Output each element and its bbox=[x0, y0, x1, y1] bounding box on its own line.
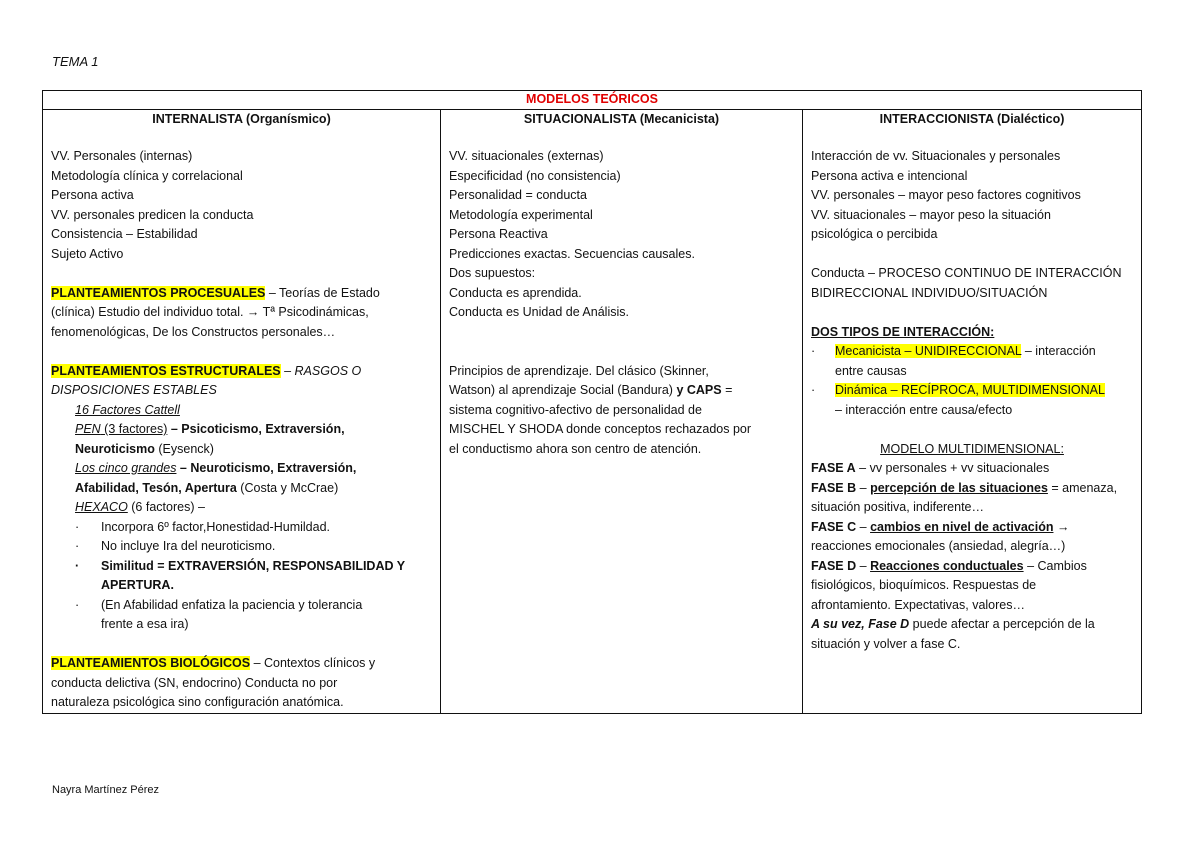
text-span: – bbox=[856, 519, 871, 534]
text-line: BIDIRECCIONAL INDIVIDUO/SITUACIÓN bbox=[811, 285, 1048, 300]
text-span: (6 factores) – bbox=[127, 500, 205, 514]
text-line: Dos supuestos: bbox=[449, 266, 536, 280]
internalista-cell bbox=[43, 128, 441, 713]
text-span: Dinámica – RECÍPROCA, MULTIDIMENSIONAL bbox=[835, 383, 1105, 397]
text-line: Conducta – PROCESO CONTINUO DE INTERACCIÓN bbox=[811, 266, 1122, 280]
text-span: puede afectar a percepción de la bbox=[909, 617, 1095, 631]
text-line: naturaleza psicológica sino configuración anatómica. bbox=[51, 695, 344, 709]
text-line: Metodología experimental bbox=[449, 207, 593, 222]
a-su-vez-line bbox=[811, 615, 1133, 635]
bullet-icon: · bbox=[75, 558, 80, 573]
list-item bbox=[51, 557, 432, 577]
situacionalista-cell bbox=[441, 128, 803, 713]
bullet-icon: · bbox=[75, 539, 80, 553]
text-span: FASE A bbox=[811, 461, 856, 475]
list-item-continuation: entre causas bbox=[835, 363, 907, 378]
text-span: Incorpora 6º factor,Honestidad-Humildad. bbox=[101, 519, 330, 534]
cinco-grandes-line bbox=[51, 459, 432, 479]
text-span: Reacciones conductuales bbox=[870, 558, 1024, 573]
text-line: Conducta es aprendida. bbox=[449, 285, 582, 300]
fase-b-line bbox=[811, 479, 1133, 499]
text-line: reacciones emocionales (ansiedad, alegría…) bbox=[811, 539, 1066, 553]
list-item bbox=[51, 596, 432, 616]
text-line: VV. situacionales – mayor peso la situación bbox=[811, 207, 1051, 222]
bullet-icon: · bbox=[811, 344, 816, 358]
text-span: Afabilidad, Tesón, Apertura bbox=[75, 480, 237, 495]
hexaco-line bbox=[51, 498, 432, 518]
cinco-grandes-line-2 bbox=[51, 479, 432, 499]
text-span: Watson) al aprendizaje Social (Bandura) bbox=[449, 383, 677, 397]
list-item bbox=[811, 381, 1133, 401]
fase-a-line bbox=[811, 459, 1133, 479]
multidimensional-title: MODELO MULTIDIMENSIONAL: bbox=[880, 441, 1064, 456]
text-line: el conductismo ahora son centro de atención. bbox=[449, 441, 702, 456]
bullet-icon: · bbox=[811, 383, 816, 397]
text-span: percepción de las situaciones bbox=[870, 480, 1048, 495]
list-item-continuation: – interacción entre causa/efecto bbox=[835, 402, 1013, 417]
text-line: VV. personales – mayor peso factores cognitivos bbox=[811, 188, 1081, 202]
list-item bbox=[51, 537, 432, 557]
text-line: DISPOSICIONES ESTABLES bbox=[51, 383, 217, 397]
text-line: Interacción de vv. Situacionales y personales bbox=[811, 149, 1061, 163]
text-span: Neuroticismo bbox=[75, 441, 155, 456]
text-span: (En Afabilidad enfatiza la paciencia y tolerancia bbox=[101, 597, 363, 612]
text-span: A su vez, Fase D bbox=[811, 617, 910, 631]
text-span: Similitud bbox=[101, 558, 154, 573]
text-line: MISCHEL Y SHODA donde conceptos rechazados por bbox=[449, 422, 752, 436]
text-span: (3 factores) bbox=[100, 422, 168, 436]
text-span: – interacción bbox=[1021, 344, 1096, 358]
table-title: MODELOS TEÓRICOS bbox=[43, 91, 1142, 110]
text-line: sistema cognitivo-afectivo de personalidad de bbox=[449, 402, 702, 417]
text-span: PEN bbox=[75, 422, 101, 436]
document-header: TEMA 1 bbox=[52, 54, 99, 69]
list-item bbox=[811, 342, 1133, 362]
interaccionista-cell bbox=[803, 128, 1142, 713]
text-line: Predicciones exactas. Secuencias causales. bbox=[449, 246, 695, 261]
text-line: Conducta es Unidad de Análisis. bbox=[449, 305, 629, 319]
text-span: – Neuroticismo, Extraversión, bbox=[176, 461, 357, 475]
text-span: – vv personales + vv situacionales bbox=[855, 461, 1050, 475]
text-line: Principios de aprendizaje. Del clásico (Skinner, bbox=[449, 363, 709, 378]
text-line: situación positiva, indiferente… bbox=[811, 500, 985, 514]
text-span: (Eysenck) bbox=[154, 441, 214, 456]
text-line: situación y volver a fase C. bbox=[811, 636, 961, 651]
text-line: Persona Reactiva bbox=[449, 227, 548, 241]
column-header-situacionalista: SITUACIONALISTA (Mecanicista) bbox=[441, 110, 803, 129]
text-line: VV. Personales (internas) bbox=[51, 149, 193, 163]
estructurales-title: PLANTEAMIENTOS ESTRUCTURALES bbox=[51, 363, 281, 378]
models-table bbox=[42, 90, 1142, 714]
pen-line bbox=[51, 420, 432, 440]
list-item bbox=[51, 518, 432, 538]
text-line: Personalidad = conducta bbox=[449, 188, 587, 202]
text-span: – Psicoticismo, Extraversión, bbox=[167, 422, 345, 436]
text-span: FASE B bbox=[811, 480, 857, 495]
bullet-icon: · bbox=[75, 519, 80, 534]
text-line: Metodología clínica y correlacional bbox=[51, 168, 243, 183]
text-line: fisiológicos, bioquímicos. Respuestas de bbox=[811, 578, 1037, 592]
text-span: – Cambios bbox=[1023, 558, 1087, 573]
fase-d-line bbox=[811, 557, 1133, 577]
text-line: Consistencia – Estabilidad bbox=[51, 227, 198, 241]
arrow-right-icon: → bbox=[1053, 519, 1070, 534]
text-span: – Contextos clínicos y bbox=[250, 656, 376, 670]
text-span: Mecanicista – UNIDIRECCIONAL bbox=[835, 344, 1022, 358]
text-line: VV. personales predicen la conducta bbox=[51, 207, 254, 222]
text-line: afrontamiento. Expectativas, valores… bbox=[811, 597, 1025, 612]
text-span: y CAPS bbox=[676, 383, 722, 397]
text-span: = EXTRAVERSIÓN, RESPONSABILIDAD Y bbox=[153, 558, 406, 573]
text-span: – bbox=[280, 363, 295, 378]
text-span: cambios en nivel de activación bbox=[870, 519, 1054, 534]
column-header-internalista: INTERNALISTA (Organísmico) bbox=[43, 110, 441, 129]
text-span: – bbox=[856, 558, 871, 573]
text-line: VV. situacionales (externas) bbox=[449, 149, 604, 163]
text-span: – bbox=[856, 480, 871, 495]
text-line: fenomenológicas, De los Constructos personales… bbox=[51, 324, 336, 339]
text-span: (Costa y McCrae) bbox=[236, 480, 339, 495]
text-span: RASGOS O bbox=[294, 363, 362, 378]
text-line: Sujeto Activo bbox=[51, 246, 124, 261]
procesuales-line bbox=[51, 284, 432, 304]
caps-line bbox=[449, 381, 794, 401]
text-span: Los cinco grandes bbox=[75, 461, 177, 475]
procesuales-title: PLANTEAMIENTOS PROCESUALES bbox=[51, 285, 266, 300]
bullet-icon: · bbox=[75, 597, 80, 612]
estructurales-line bbox=[51, 362, 432, 382]
text-line: psicológica o percibida bbox=[811, 227, 938, 241]
text-span: FASE C bbox=[811, 519, 857, 534]
text-line: Especificidad (no consistencia) bbox=[449, 168, 621, 183]
biologicos-title: PLANTEAMIENTOS BIOLÓGICOS bbox=[51, 656, 251, 670]
dos-tipos-title: DOS TIPOS DE INTERACCIÓN: bbox=[811, 324, 995, 339]
cattell-line: 16 Factores Cattell bbox=[75, 402, 180, 417]
text-span: HEXACO bbox=[75, 500, 128, 514]
text-line: conducta delictiva (SN, endocrino) Conducta no por bbox=[51, 675, 338, 690]
text-span: = amenaza, bbox=[1047, 480, 1118, 495]
text-line: Persona activa e intencional bbox=[811, 168, 968, 183]
text-span: – Teorías de Estado bbox=[265, 285, 380, 300]
biologicos-line bbox=[51, 654, 432, 674]
list-item-continuation: frente a esa ira) bbox=[101, 617, 189, 631]
column-header-interaccionista: INTERACCIONISTA (Dialéctico) bbox=[803, 110, 1142, 129]
document-footer: Nayra Martínez Pérez bbox=[52, 784, 159, 796]
text-span: No incluye Ira del neuroticismo. bbox=[101, 539, 276, 553]
text-line: (clínica) Estudio del individuo total. → Tª Psicodinámicas, bbox=[51, 305, 369, 319]
text-span: FASE D bbox=[811, 558, 857, 573]
fase-c-line bbox=[811, 518, 1133, 538]
pen-line-2 bbox=[51, 440, 432, 460]
text-line: Persona activa bbox=[51, 188, 134, 202]
list-item-continuation: APERTURA. bbox=[101, 578, 174, 592]
text-span: = bbox=[721, 383, 733, 397]
